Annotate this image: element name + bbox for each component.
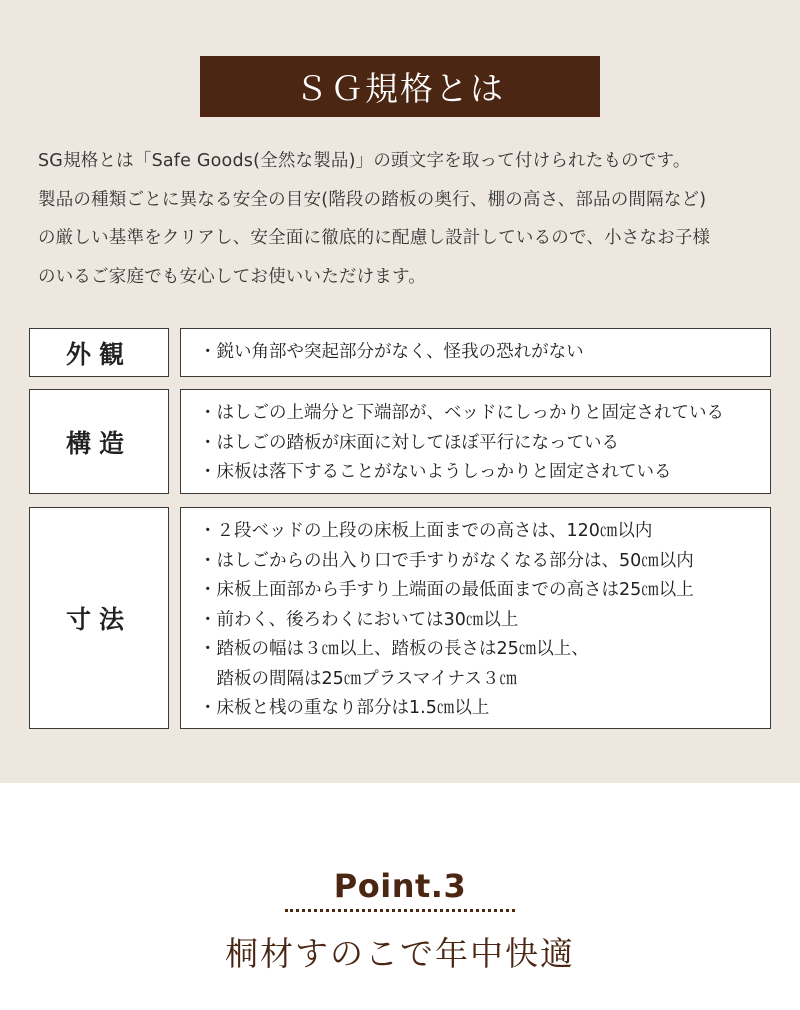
intro-paragraph [38,142,778,296]
criteria-item: ・鋭い角部や突起部分がなく、怪我の恐れがない [199,342,584,362]
label-cell-appearance [29,328,169,377]
label-dimensions: 寸法 [65,605,132,634]
criteria-item: 踏板の間隔は25㎝プラスマイナス３㎝ [199,668,517,689]
label-structure: 構造 [65,428,132,458]
intro-line: 製品の種類ごとに異なる安全の目安(階段の踏板の奥行、棚の高さ、部品の間隔など) [38,189,707,210]
label-cell-structure [29,389,169,494]
label-cell-dimensions [29,507,169,729]
criteria-item: ・前わく、後ろわくにおいては30㎝以上 [199,609,519,630]
content-cell-dimensions [180,507,771,729]
criteria-item: ・床板と桟の重なり部分は1.5㎝以上 [199,698,490,718]
criteria-item: ・はしごからの出入り口で手すりがなくなる部分は、50㎝以内 [199,550,694,571]
criteria-item: ・床板上面部から手すり上端面の最低面までの高さは25㎝以上 [199,580,694,600]
criteria-item: ・床板は落下することがないようしっかりと固定されている [199,462,672,482]
criteria-item: ・踏板の幅は３㎝以上、踏板の長さは25㎝以上、 [199,639,589,659]
criteria-item: ・２段ベッドの上段の床板上面までの高さは、120㎝以内 [199,521,653,541]
section-title-banner [200,56,600,117]
content-cell-structure [180,389,771,494]
label-appearance: 外観 [65,339,132,369]
dotted-divider [285,909,515,912]
intro-line: SG規格とは「Safe Goods(全然な製品)」の頭文字を取って付けられたものです。 [38,151,691,171]
section-title: ＳＧ規格とは [295,69,505,108]
point-heading: Point.3 [333,867,467,905]
criteria-item: ・はしごの上端分と下端部が、ベッドにしっかりと固定されている [199,403,724,423]
point-subtitle: 桐材すのこで年中快適 [225,934,575,973]
content-cell-appearance [180,328,771,377]
criteria-item: ・はしごの踏板が床面に対してほぼ平行になっている [199,432,619,453]
intro-line: のいるご家庭でも安心してお使いいただけます。 [38,266,426,287]
intro-line: の厳しい基準をクリアし、安全面に徹底的に配慮し設計しているので、小さなお子様 [38,228,711,248]
